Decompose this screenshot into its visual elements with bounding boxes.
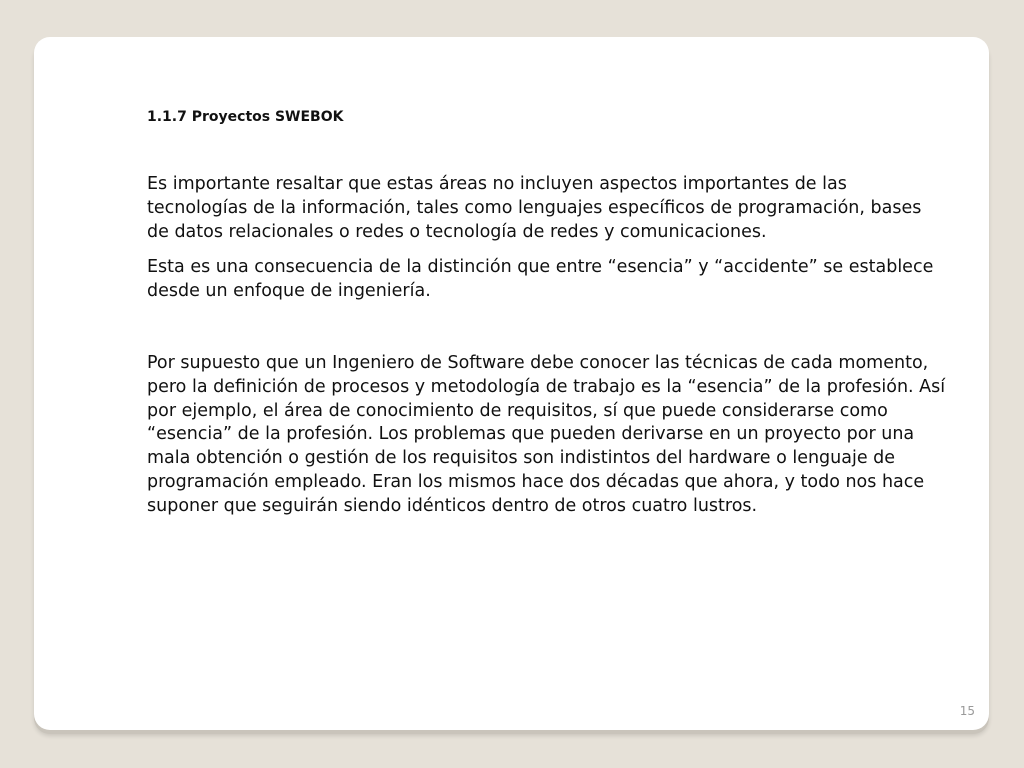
page-number: 15 xyxy=(959,704,975,718)
paragraph-1: Es importante resaltar que estas áreas no incluyen aspectos importantes de las tecnologías de la información, tales como lenguajes específicos de programación, bases de datos relacionales o redes o tecnología de redes y comunicaciones. xyxy=(147,174,922,242)
slide-card xyxy=(34,37,989,730)
slide-content xyxy=(147,107,947,519)
slide-heading: 1.1.7 Proyectos SWEBOK xyxy=(147,109,344,125)
paragraph-2: Esta es una consecuencia de la distinción que entre “esencia” y “accidente” se establece desde un enfoque de ingeniería. xyxy=(147,257,934,302)
paragraph-3: Por supuesto que un Ingeniero de Software debe conocer las técnicas de cada momento, pero la definición de procesos y metodología de trabajo es la “esencia” de la profesión. Así por ejemplo, el área de conocimiento de requisitos, sí que puede considerarse como “esencia” de la profesión. Los problemas que pueden derivarse en un proyecto por una mala obtención o gestión de los requisitos son indistintos del hardware o lenguaje de programación empleado. Eran los mismos hace dos décadas que ahora, y todo nos hace suponer que seguirán siendo idénticos dentro de otros cuatro lustros. xyxy=(147,352,946,516)
